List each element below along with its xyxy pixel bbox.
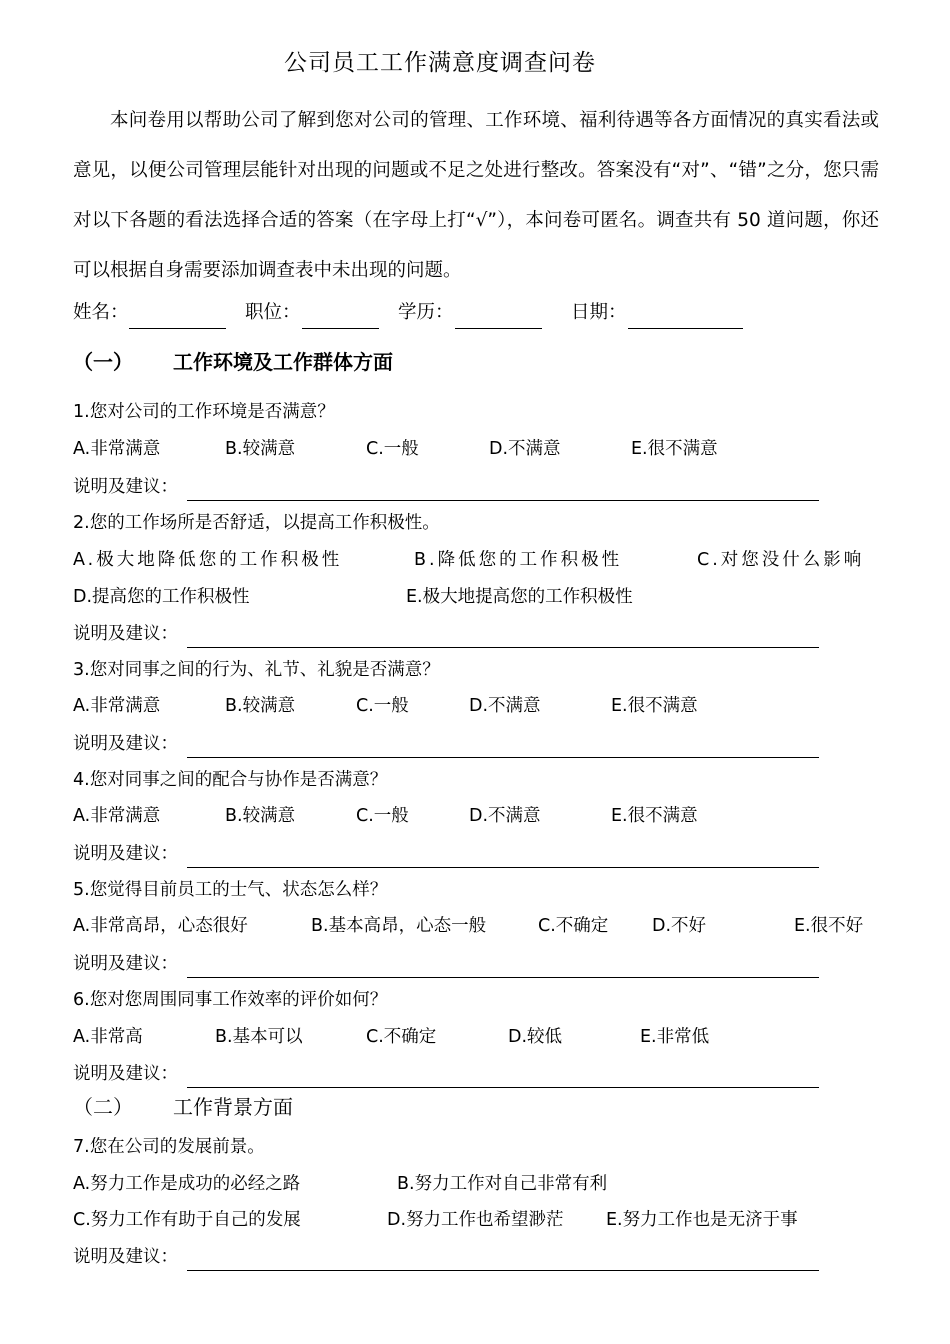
option-b[interactable]: B.较满意 bbox=[225, 439, 296, 459]
option-b[interactable]: B.基本可以 bbox=[215, 1027, 303, 1047]
document-title: 公司员工工作满意度调查问卷 bbox=[284, 50, 596, 76]
intro-paragraph: 本问卷用以帮助公司了解到您对公司的管理、工作环境、福利待遇等各方面情况的真实看法或意见，以便公司管理层能针对出现的问题或不足之处进行整改。答案没有“对”、“错”之分，您只需对以下各题的看法选择合适的答案（在字母上打“√”），本问卷可匿名。调查共有 50 道问题，你还可以根据自身需要添加调查表中未出现的问题。 bbox=[73, 110, 879, 281]
option-c[interactable]: C.努力工作有助于自己的发展 bbox=[73, 1210, 301, 1230]
section-number: （二） bbox=[73, 1095, 133, 1119]
option-c[interactable]: C.不确定 bbox=[366, 1027, 437, 1047]
question-text: 4.您对同事之间的配合与协作是否满意？ bbox=[73, 770, 388, 790]
position-label: 职位： bbox=[245, 302, 301, 323]
section-title: 工作环境及工作群体方面 bbox=[173, 350, 393, 374]
position-field[interactable] bbox=[302, 328, 379, 329]
note-input[interactable] bbox=[187, 977, 819, 978]
option-e[interactable]: E.很不好 bbox=[794, 916, 864, 936]
note-label: 说明及建议： bbox=[73, 1247, 178, 1267]
option-c[interactable]: C.一般 bbox=[366, 439, 419, 459]
option-a[interactable]: A.非常满意 bbox=[73, 806, 161, 826]
education-label: 学历： bbox=[398, 302, 454, 323]
note-input[interactable] bbox=[187, 757, 819, 758]
option-c[interactable]: C.对您没什么影响 bbox=[697, 550, 865, 570]
note-input[interactable] bbox=[187, 867, 819, 868]
option-a[interactable]: A.非常满意 bbox=[73, 696, 161, 716]
option-c[interactable]: C.一般 bbox=[356, 806, 409, 826]
option-e[interactable]: E.极大地提高您的工作积极性 bbox=[406, 587, 633, 607]
option-a[interactable]: A.非常满意 bbox=[73, 439, 161, 459]
option-d[interactable]: D.不满意 bbox=[469, 806, 541, 826]
section-number: （一） bbox=[73, 350, 133, 374]
option-e[interactable]: E.很不满意 bbox=[631, 439, 718, 459]
note-input[interactable] bbox=[187, 500, 819, 501]
option-d[interactable]: D.提高您的工作积极性 bbox=[73, 587, 250, 607]
option-e[interactable]: E.努力工作也是无济于事 bbox=[606, 1210, 798, 1230]
option-d[interactable]: D.不满意 bbox=[489, 439, 561, 459]
option-b[interactable]: B.努力工作对自己非常有利 bbox=[397, 1174, 608, 1194]
option-d[interactable]: D.不满意 bbox=[469, 696, 541, 716]
note-input[interactable] bbox=[187, 1270, 819, 1271]
question-text: 5.您觉得目前员工的士气、状态怎么样？ bbox=[73, 880, 388, 900]
option-a[interactable]: A.非常高 bbox=[73, 1027, 143, 1047]
option-c[interactable]: C.不确定 bbox=[538, 916, 609, 936]
note-label: 说明及建议： bbox=[73, 1064, 178, 1084]
name-field[interactable] bbox=[129, 328, 226, 329]
note-label: 说明及建议： bbox=[73, 954, 178, 974]
name-label: 姓名： bbox=[73, 302, 129, 323]
option-a[interactable]: A.非常高昂，心态很好 bbox=[73, 916, 248, 936]
question-text: 2.您的工作场所是否舒适，以提高工作积极性。 bbox=[73, 513, 440, 533]
option-b[interactable]: B.较满意 bbox=[225, 696, 296, 716]
option-b[interactable]: B.较满意 bbox=[225, 806, 296, 826]
question-text: 7.您在公司的发展前景。 bbox=[73, 1137, 265, 1157]
option-b[interactable]: B.降低您的工作积极性 bbox=[414, 550, 623, 570]
option-e[interactable]: E.很不满意 bbox=[611, 806, 698, 826]
option-d[interactable]: D.不好 bbox=[652, 916, 707, 936]
option-a[interactable]: A.努力工作是成功的必经之路 bbox=[73, 1174, 301, 1194]
question-text: 1.您对公司的工作环境是否满意？ bbox=[73, 402, 335, 422]
note-input[interactable] bbox=[187, 647, 819, 648]
date-field[interactable] bbox=[628, 328, 743, 329]
option-c[interactable]: C.一般 bbox=[356, 696, 409, 716]
note-label: 说明及建议： bbox=[73, 477, 178, 497]
question-text: 3.您对同事之间的行为、礼节、礼貌是否满意？ bbox=[73, 660, 440, 680]
option-e[interactable]: E.很不满意 bbox=[611, 696, 698, 716]
education-field[interactable] bbox=[455, 328, 542, 329]
option-b[interactable]: B.基本高昂，心态一般 bbox=[311, 916, 487, 936]
section-heading bbox=[73, 1091, 293, 1120]
section-heading bbox=[73, 346, 393, 375]
option-a[interactable]: A.极大地降低您的工作积极性 bbox=[73, 550, 343, 570]
option-d[interactable]: D.较低 bbox=[508, 1027, 563, 1047]
note-label: 说明及建议： bbox=[73, 734, 178, 754]
question-text: 6.您对您周围同事工作效率的评价如何？ bbox=[73, 990, 388, 1010]
date-label: 日期： bbox=[571, 302, 627, 323]
note-input[interactable] bbox=[187, 1087, 819, 1088]
section-title: 工作背景方面 bbox=[173, 1095, 293, 1119]
option-e[interactable]: E.非常低 bbox=[640, 1027, 710, 1047]
option-d[interactable]: D.努力工作也希望渺茫 bbox=[387, 1210, 564, 1230]
note-label: 说明及建议： bbox=[73, 844, 178, 864]
note-label: 说明及建议： bbox=[73, 624, 178, 644]
